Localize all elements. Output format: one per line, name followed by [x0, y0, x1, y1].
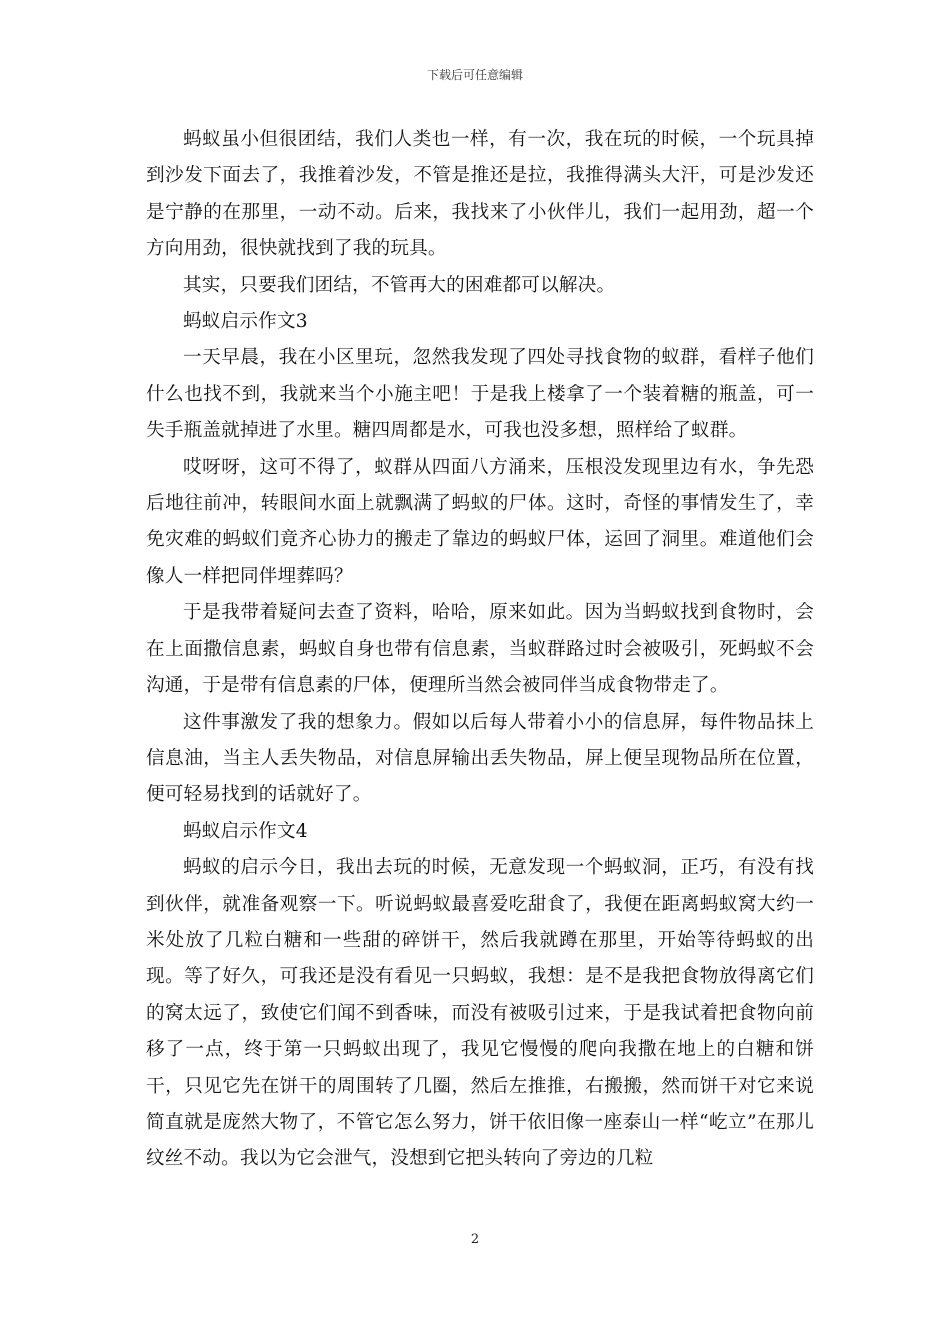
paragraph: 其实，只要我们团结，不管再大的困难都可以解决。 — [183, 274, 616, 296]
paragraph: 一天早晨，我在小区里玩，忽然我发现了四处寻找食物的蚁群，看样子他们什么也找不到，我就来当个小施主吧！于是我上楼拿了一个装着糖的瓶盖，可一失手瓶盖就掉进了水里。糖四周都是水，可我也没多想，照样给了蚁群。 — [146, 347, 814, 442]
paragraph: 于是我带着疑问去查了资料，哈哈，原来如此。因为当蚂蚁找到食物时，会在上面撒信息素，蚂蚁自身也带有信息素，当蚁群路过时会被吸引，死蚂蚁不会沟通，于是带有信息素的尸体，便理所当然会被同伴当成食物带走了。 — [146, 602, 814, 697]
section-heading: 蚂蚁启示作文4 — [183, 820, 308, 842]
paragraph: 蚂蚁虽小但很团结，我们人类也一样，有一次，我在玩的时候，一个玩具掉到沙发下面去了，我推着沙发，不管是推还是拉，我推得满头大汗，可是沙发还是宁静的在那里，一动不动。后来，我找来了小伙伴儿，我们一起用劲，超一个方向用劲，很快就找到了我的玩具。 — [146, 129, 814, 260]
paragraph: 蚂蚁的启示今日，我出去玩的时候，无意发现一个蚂蚁洞，正巧，有没有找到伙伴，就准备观察一下。听说蚂蚁最喜爱吃甜食了，我便在距离蚂蚁窝大约一米处放了几粒白糖和一些甜的碎饼干，然后我就蹲在那里，开始等待蚂蚁的出现。等了好久，可我还是没有看见一只蚂蚁，我想：是不是我把食物放得离它们的窝太远了，致使它们闻不到香味，而没有被吸引过来，于是我试着把食物向前移了一点，终于第一只蚂蚁出现了，我见它慢慢的爬向我撒在地上的白糖和饼干，只见它先在饼干的周围转了几圈，然后左推推，右搬搬，然而饼干对它来说简直就是庞然大物了，不管它怎么努力，饼干依旧像一座泰山一样“屹立”在那儿纹丝不动。我以为它会泄气，没想到它把头转向了旁边的几粒 — [146, 857, 814, 1170]
paragraph: 哎呀呀，这可不得了，蚁群从四面八方涌来，压根没发现里边有水，争先恐后地往前冲，转眼间水面上就飘满了蚂蚁的尸体。这时，奇怪的事情发生了，幸免灾难的蚂蚁们竟齐心协力的搬走了靠边的蚂蚁尸体，运回了洞里。难道他们会像人一样把同伴埋葬吗？ — [146, 456, 814, 587]
page-header: 下载后可任意编辑 — [426, 68, 523, 82]
page-number: 2 — [470, 1232, 480, 1247]
section-heading: 蚂蚁启示作文3 — [183, 311, 308, 333]
paragraph: 这件事激发了我的想象力。假如以后每人带着小小的信息屏，每件物品抹上信息油，当主人丢失物品，对信息屏输出丢失物品，屏上便呈现物品所在位置，便可轻易找到的话就好了。 — [146, 711, 814, 806]
document-body — [146, 122, 814, 1178]
